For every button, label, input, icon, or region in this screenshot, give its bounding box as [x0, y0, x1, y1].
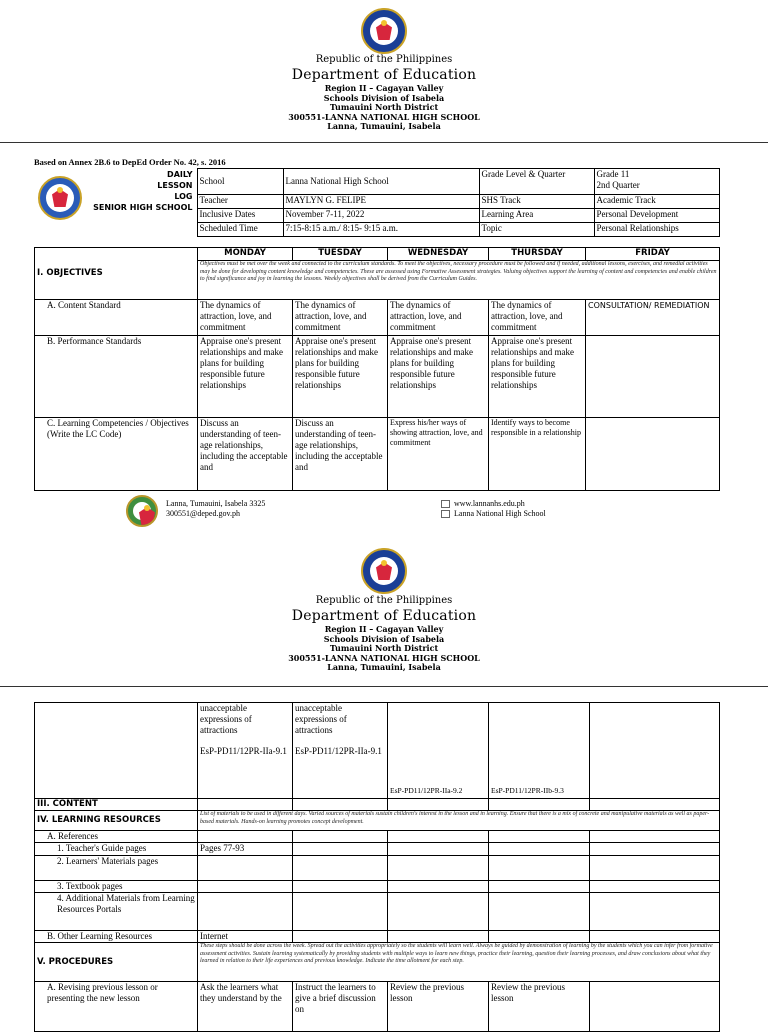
district-text: Tumauini North District: [329, 643, 439, 653]
objectives-note: Objectives must be met over the week and connected to the curriculum standards. To meet the objectives, necessary procedure must be followed and if needed, additional lessons, exercises, and remedial activities may be done for developing content knowledge and competencies. These are assessed using Formative Assessment strategies. Valuing objectives support the learning of content and competencies and enable children to find significance and joy in learning the lessons. Weekly objectives shall be derived from the Curriculum Guides.: [198, 261, 720, 300]
lc-code-thu: EsP-PD11/12PR-IIb-9.3: [489, 703, 590, 799]
division-text: Schools Division of Isabela: [323, 633, 445, 644]
tg-label: 1. Teacher's Guide pages: [35, 843, 198, 856]
content-standard-mon: The dynamics of attraction, love, and commitment: [198, 300, 293, 336]
school-value: Lanna National High School: [283, 169, 479, 195]
track-label: SHS Track: [479, 195, 594, 209]
grade-label: Grade Level & Quarter: [479, 169, 594, 195]
region-text: Region II – Cagayan Valley: [324, 624, 444, 634]
continued-tue: [293, 703, 388, 799]
additional-materials-label: 4. Additional Materials from Learning Resources Portals: [35, 893, 198, 931]
day-wednesday: WEDNESDAY: [388, 248, 489, 261]
footer-email: 300551@deped.gov.ph: [166, 509, 240, 518]
revising-fri: [590, 982, 720, 1032]
facebook-icon: [441, 510, 450, 518]
continued-text: unacceptable expressions of attractions: [295, 703, 347, 735]
department-title: Department of Education: [291, 67, 477, 83]
lc-code-tue: EsP-PD11/12PR-IIa-9.1: [295, 746, 382, 756]
performance-mon: Appraise one's present relationships and make plans for building responsible future relationships: [198, 336, 293, 418]
competency-fri: [586, 418, 720, 491]
continued-label: [35, 703, 198, 799]
performance-thu: Appraise one's present relationships and make plans for building responsible future relationships: [489, 336, 586, 418]
performance-wed: Appraise one's present relationships and make plans for building responsible future relationships: [388, 336, 489, 418]
tg-value: Pages 77-93: [198, 843, 293, 856]
division-text: Schools Division of Isabela: [323, 92, 445, 103]
continued-mon: [198, 703, 293, 799]
other-resources-value: Internet: [198, 931, 293, 943]
day-friday: FRIDAY: [586, 248, 720, 261]
footer-facebook: Lanna National High School: [454, 509, 546, 518]
continued-text: unacceptable expressions of attractions: [200, 703, 252, 735]
footer-contact: [166, 499, 265, 519]
dates-label: Inclusive Dates: [197, 209, 283, 223]
revising-wed: Review the previous lesson: [388, 982, 489, 1032]
time-value: 7:15-8:15 a.m./ 8:15- 9:15 a.m.: [283, 223, 479, 237]
globe-icon: [441, 500, 450, 508]
revising-label: A. Revising previous lesson or presenting the new lesson: [35, 982, 198, 1032]
competency-mon: Discuss an understanding of teen-age relationships, including the acceptable and: [198, 418, 293, 491]
textbook-label: 3. Textbook pages: [35, 881, 198, 893]
annex-note: Based on Annex 2B.6 to DepEd Order No. 42, s. 2016: [34, 157, 226, 167]
content-standard-thu: The dynamics of attraction, love, and commitment: [489, 300, 586, 336]
address-text: Lanna, Tumauini, Isabela: [327, 121, 441, 131]
school-code-text: 300551-LANNA NATIONAL HIGH SCHOOL: [288, 111, 480, 122]
revising-tue: Instruct the learners to give a brief discussion on: [293, 982, 388, 1032]
header-divider: [0, 142, 768, 143]
dll-line: DAILY: [167, 169, 193, 179]
other-resources-label: B. Other Learning Resources: [35, 931, 198, 943]
content-title: III. CONTENT: [35, 799, 198, 811]
footer-school-seal: [126, 495, 158, 527]
district-text: Tumauini North District: [329, 102, 439, 112]
continued-fri: [590, 703, 720, 799]
resources-procedures-table: [34, 702, 720, 1032]
area-value: Personal Development: [594, 209, 719, 223]
footer-links: [441, 499, 546, 519]
competency-tue: Discuss an understanding of teen-age relationships, including the acceptable and: [293, 418, 388, 491]
day-tuesday: TUESDAY: [293, 248, 388, 261]
dll-title: [34, 169, 197, 237]
dll-line: LESSON: [157, 180, 193, 190]
competency-label: C. Learning Competencies / Objectives (Write the LC Code): [35, 418, 198, 491]
resources-title: IV. LEARNING RESOURCES: [35, 811, 198, 831]
lc-code-wed: EsP-PD11/12PR-IIa-9.2: [388, 703, 489, 799]
topic-label: Topic: [479, 223, 594, 237]
dates-value: November 7-11, 2022: [283, 209, 479, 223]
grade-value: [594, 169, 719, 195]
school-label: School: [197, 169, 283, 195]
letterhead-page2: [0, 595, 768, 673]
day-thursday: THURSDAY: [489, 248, 586, 261]
grade-value-line: Grade 11: [596, 169, 630, 179]
content-standard-label: A. Content Standard: [35, 300, 198, 336]
lm-label: 2. Learners' Materials pages: [35, 856, 198, 881]
lc-code-mon: EsP-PD11/12PR-IIa-9.1: [200, 746, 287, 756]
objectives-title: I. OBJECTIVES: [35, 248, 198, 300]
topic-value: Personal Relationships: [594, 223, 719, 237]
content-standard-wed: The dynamics of attraction, love, and commitment: [388, 300, 489, 336]
content-standard-fri: CONSULTATION/ REMEDIATION: [586, 300, 720, 336]
track-value: Academic Track: [594, 195, 719, 209]
day-monday: MONDAY: [198, 248, 293, 261]
republic-text: Republic of the Philippines: [315, 595, 453, 606]
teacher-label: Teacher: [197, 195, 283, 209]
info-table: [34, 168, 720, 237]
content-standard-tue: The dynamics of attraction, love, and commitment: [293, 300, 388, 336]
republic-text: Republic of the Philippines: [315, 54, 453, 65]
revising-mon: Ask the learners what they understand by the: [198, 982, 293, 1032]
competency-wed: Express his/her ways of showing attraction, love, and commitment: [388, 418, 489, 491]
resources-note: List of materials to be used in different days. Varied sources of materials sustain children's interest in the lesson and in learning. Ensure that there is a mix of concrete and manipulative materials as well as paper-based materials. Hands-on learning promotes concept development.: [198, 811, 720, 831]
competency-thu: Identify ways to become responsible in a relationship: [489, 418, 586, 491]
department-title: Department of Education: [291, 608, 477, 624]
revising-thu: Review the previous lesson: [489, 982, 590, 1032]
performance-tue: Appraise one's present relationships and make plans for building responsible future relationships: [293, 336, 388, 418]
time-label: Scheduled Time: [197, 223, 283, 237]
deped-seal-logo: [361, 8, 407, 54]
dll-line: SENIOR HIGH SCHOOL: [93, 202, 193, 212]
objectives-table: [34, 247, 720, 491]
performance-fri: [586, 336, 720, 418]
address-text: Lanna, Tumauini, Isabela: [327, 662, 441, 672]
footer-address: Lanna, Tumauini, Isabela 3325: [166, 499, 266, 508]
letterhead: [0, 54, 768, 132]
procedures-title: V. PROCEDURES: [35, 943, 198, 982]
region-text: Region II – Cagayan Valley: [324, 83, 444, 93]
procedures-note: These steps should be done across the week. Spread out the activities appropriately so the students will learn well. Always be guided by demonstration of learning by the students which you can infer from formative assessment activities. Sustain learning systematically by providing students with multiple ways to learn new things, practice their learning, question their learning processes, and draw conclusions about what they learned in relation to their life experiences and previous knowledge. Indicate the time allotment for each step.: [198, 943, 720, 982]
footer-website: www.lannanhs.edu.ph: [454, 499, 525, 508]
teacher-value: MAYLYN G. FELIPE: [283, 195, 479, 209]
deped-seal-logo-page2: [361, 548, 407, 594]
performance-label: B. Performance Standards: [35, 336, 198, 418]
dll-line: LOG: [174, 191, 193, 201]
school-code-text: 300551-LANNA NATIONAL HIGH SCHOOL: [288, 652, 480, 663]
references-label: A. References: [35, 831, 198, 843]
header-divider-page2: [0, 686, 768, 687]
quarter-value-line: 2nd Quarter: [596, 180, 640, 190]
area-label: Learning Area: [479, 209, 594, 223]
